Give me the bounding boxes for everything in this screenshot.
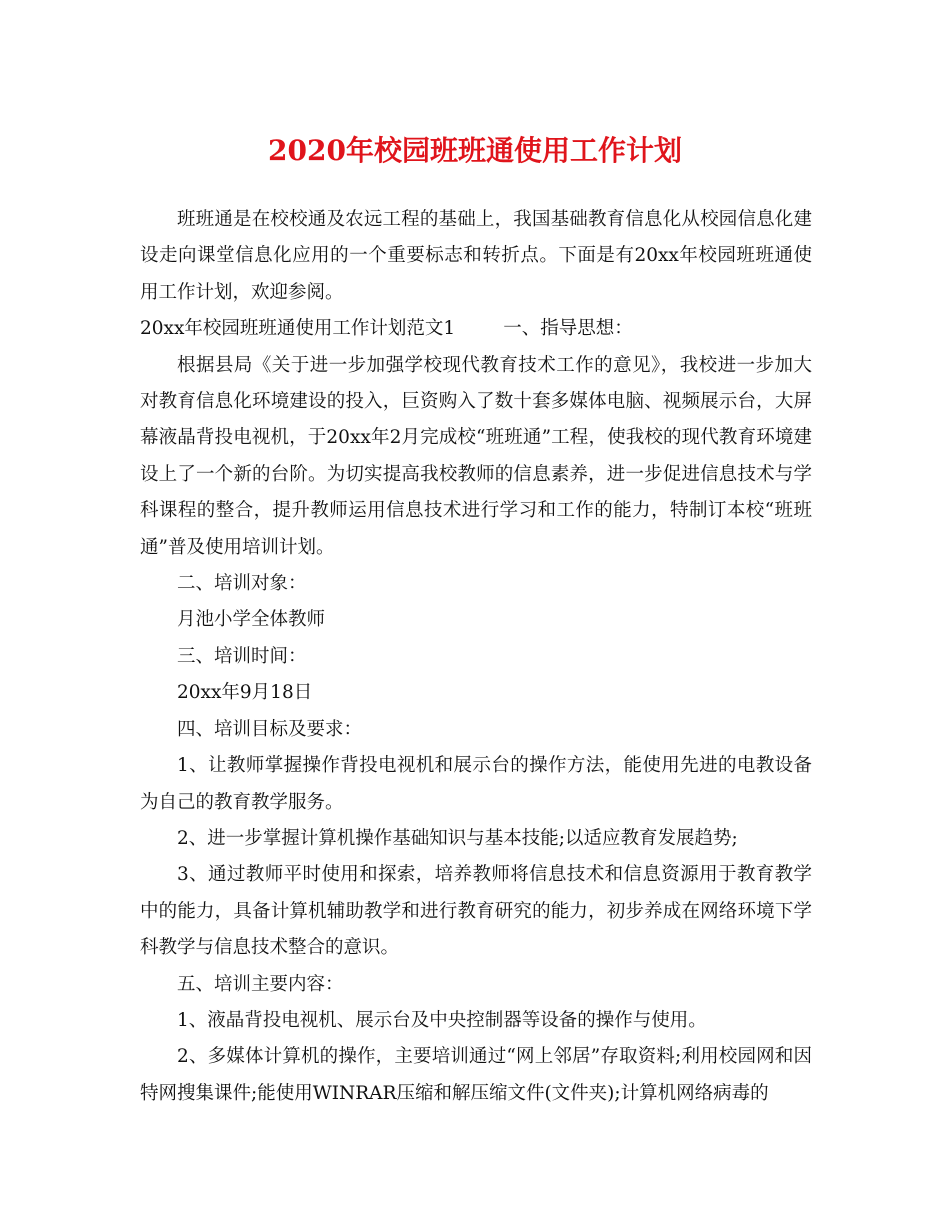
section1-body: 根据县局《关于进一步加强学校现代教育技术工作的意见》，我校进一步加大对教育信息化环境建设的投入，巨资购入了数十套多媒体电脑、视频展示台，大屏幕液晶背投电视机，于20xx年2月完成校“班班通”工程，使我校的现代教育环境建设上了一个新的台阶。为切实提高我校教师的信息素养，进一步促进信息技术与学科课程的整合，提升教师运用信息技术进行学习和工作的能力，特制订本校“班班通”普及使用培训计划。 <box>140 354 812 558</box>
section2-heading: 二、培训对象： <box>177 573 307 595</box>
section5-item-2: 2、多媒体计算机的操作，主要培训通过“网上邻居”存取资料;利用校园网和因特网搜集课件;能使用WINRAR压缩和解压缩文件(文件夹);计算机网络病毒的 <box>140 1046 812 1104</box>
section3-heading: 三、培训时间： <box>177 645 307 667</box>
section4-item-3: 3、通过教师平时使用和探索，培养教师将信息技术和信息资源用于教育教学中的能力，具备计算机辅助教学和进行教育研究的能力，初步养成在网络环境下学科教学与信息技术整合的意识。 <box>140 864 812 959</box>
section4-heading: 四、培训目标及要求： <box>177 718 363 740</box>
intro-paragraph: 班班通是在校校通及农远工程的基础上，我国基础教育信息化从校园信息化建设走向课堂信息化应用的一个重要标志和转折点。下面是有20xx年校园班班通使用工作计划，欢迎参阅。 <box>140 209 812 303</box>
document-body <box>140 202 812 1112</box>
sample-heading-line <box>140 311 812 347</box>
section3-body: 20xx年9月18日 <box>177 682 313 704</box>
section4-item-2: 2、进一步掌握计算机操作基础知识与基本技能;以适应教育发展趋势; <box>177 827 738 849</box>
section5-heading: 五、培训主要内容： <box>177 973 344 995</box>
sample-heading: 20xx年校园班班通使用工作计划范文1 <box>140 318 456 340</box>
document-title: 2020年校园班班通使用工作计划 <box>268 134 682 167</box>
section5-item-1: 1、液晶背投电视机、展示台及中央控制器等设备的操作与使用。 <box>177 1009 707 1031</box>
section4-item-1: 1、让教师掌握操作背投电视机和展示台的操作方法，能使用先进的电教设备为自己的教育教学服务。 <box>140 755 812 813</box>
section1-heading: 一、指导思想： <box>503 318 633 340</box>
section2-body: 月池小学全体教师 <box>177 609 326 631</box>
